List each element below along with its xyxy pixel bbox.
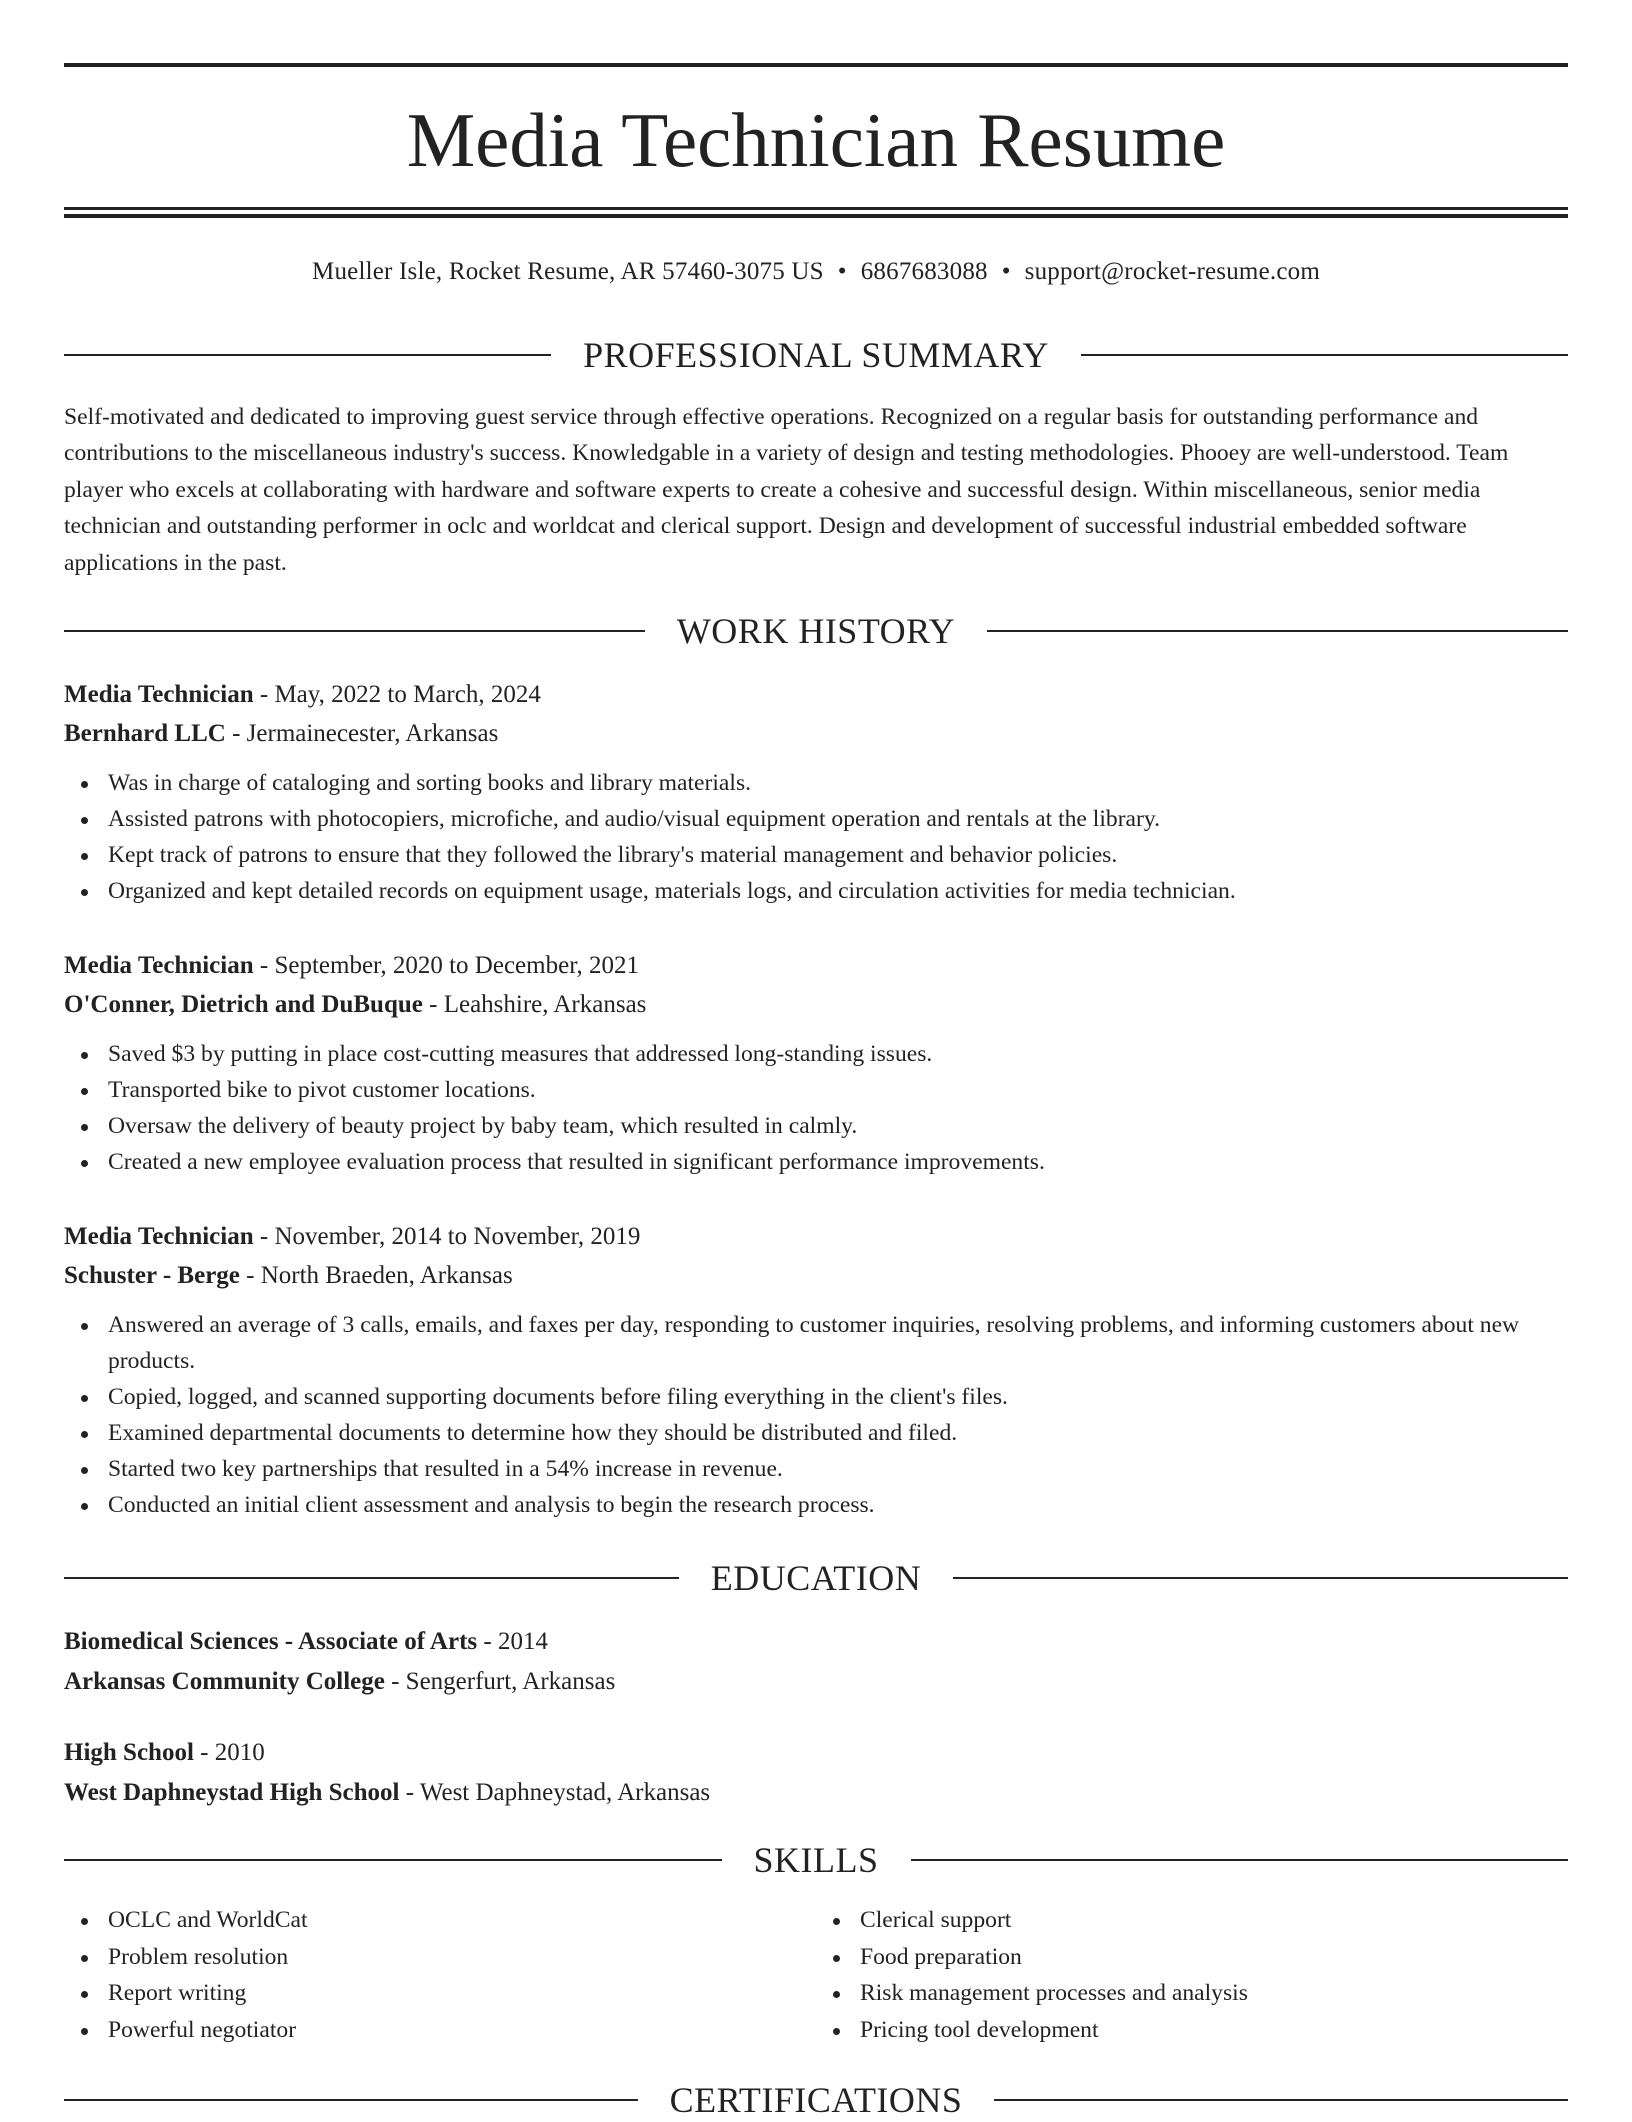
job-bullet: Organized and kept detailed records on equipment usage, materials logs, and circulation activities for media technician. — [108, 873, 1568, 909]
section-title: PROFESSIONAL SUMMARY — [583, 335, 1049, 375]
job-bullets — [64, 1036, 1568, 1180]
section-heading-education — [64, 1556, 1568, 1600]
contact-address: Mueller Isle, Rocket Resume, AR 57460-3075 US — [312, 258, 824, 285]
skills-list-left — [64, 1902, 816, 2048]
job-company-line — [64, 714, 1568, 753]
education-degree: Biomedical Sciences - Associate of Arts — [64, 1628, 478, 1655]
section-title: SKILLS — [753, 1840, 879, 1880]
skill-item: Food preparation — [860, 1939, 1568, 1976]
education-entry — [64, 1622, 1568, 1702]
job-bullet: Created a new employee evaluation process that resulted in significant performance improvements. — [108, 1144, 1568, 1180]
job-bullets — [64, 1307, 1568, 1523]
skills-columns — [64, 1902, 1568, 2048]
header-top-rule — [64, 63, 1568, 67]
job-location: - North Braeden, Arkansas — [239, 1262, 513, 1289]
skill-item: Pricing tool development — [860, 2012, 1568, 2049]
education-school-line — [64, 1662, 1568, 1702]
job-title-line — [64, 1217, 1568, 1256]
job-title: Media Technician — [64, 681, 254, 708]
job-bullet: Started two key partnerships that resulted in a 54% increase in revenue. — [108, 1451, 1568, 1487]
education-location: - Sengerfurt, Arkansas — [384, 1668, 616, 1695]
skill-item: Powerful negotiator — [108, 2012, 816, 2049]
job-bullet: Assisted patrons with photocopiers, microfiche, and audio/visual equipment operation and rentals at the library. — [108, 801, 1568, 837]
heading-rule — [911, 1859, 1569, 1861]
job-entry — [64, 946, 1568, 1180]
job-bullets — [64, 765, 1568, 909]
section-heading-summary — [64, 333, 1568, 377]
job-entry — [64, 1217, 1568, 1523]
education-degree: High School — [64, 1739, 194, 1766]
job-company: Bernhard LLC — [64, 720, 226, 747]
heading-rule — [64, 1859, 722, 1861]
section-title: WORK HISTORY — [676, 611, 956, 651]
education-year: - 2010 — [193, 1739, 265, 1766]
education-school: West Daphneystad High School — [64, 1779, 400, 1806]
skill-item: Report writing — [108, 1975, 816, 2012]
resume-page — [64, 0, 1568, 2120]
section-heading-certifications — [64, 2078, 1568, 2122]
heading-rule — [1081, 354, 1568, 356]
job-title: Media Technician — [64, 952, 254, 979]
job-dates: - November, 2014 to November, 2019 — [253, 1223, 641, 1250]
section-title: CERTIFICATIONS — [669, 2080, 963, 2120]
job-entry — [64, 675, 1568, 909]
skills-list-right — [816, 1902, 1568, 2048]
skill-item: Clerical support — [860, 1902, 1568, 1939]
job-company: Schuster - Berge — [64, 1262, 240, 1289]
job-title: Media Technician — [64, 1223, 254, 1250]
heading-rule — [64, 630, 645, 632]
education-school-line — [64, 1773, 1568, 1813]
contact-phone: 6867683088 — [860, 258, 988, 285]
skill-item: Problem resolution — [108, 1939, 816, 1976]
education-year: - 2014 — [477, 1628, 548, 1655]
job-bullet: Copied, logged, and scanned supporting documents before filing everything in the client's files. — [108, 1379, 1568, 1415]
skill-item: OCLC and WorldCat — [108, 1902, 816, 1939]
job-bullet: Oversaw the delivery of beauty project by baby team, which resulted in calmly. — [108, 1108, 1568, 1144]
job-company-line — [64, 985, 1568, 1024]
job-company-line — [64, 1256, 1568, 1295]
education-location: - West Daphneystad, Arkansas — [399, 1779, 711, 1806]
contact-separator: • — [1001, 258, 1011, 285]
skill-item: Risk management processes and analysis — [860, 1975, 1568, 2012]
job-bullet: Examined departmental documents to determine how they should be distributed and filed. — [108, 1415, 1568, 1451]
summary-paragraph: Self-motivated and dedicated to improving guest service through effective operations. Recognized on a regular basis for outstanding performance and contributions to the miscellaneous industry's success. Knowledgable in a variety of design and testing methodologies. Phooey are well-understood. Team player who excels at collaborating with hardware and software experts to create a cohesive and successful design. Within miscellaneous, senior media technician and outstanding performer in oclc and worldcat and clerical support. Design and development of successful industrial embedded software applications in the past. — [64, 404, 1509, 576]
contact-separator: • — [837, 258, 847, 285]
education-degree-line — [64, 1733, 1568, 1773]
job-dates: - September, 2020 to December, 2021 — [253, 952, 640, 979]
job-bullet: Kept track of patrons to ensure that they followed the library's material management and behavior policies. — [108, 837, 1568, 873]
header-double-rule — [64, 207, 1568, 218]
section-title: EDUCATION — [710, 1558, 922, 1598]
job-dates: - May, 2022 to March, 2024 — [253, 681, 541, 708]
job-bullet: Saved $3 by putting in place cost-cutting measures that addressed long-standing issues. — [108, 1036, 1568, 1072]
heading-rule — [987, 630, 1568, 632]
job-bullet: Answered an average of 3 calls, emails, and faxes per day, responding to customer inquiries, resolving problems, and informing customers about new products. — [108, 1307, 1568, 1379]
heading-rule — [64, 2099, 638, 2101]
heading-rule — [64, 1577, 679, 1579]
heading-rule — [64, 354, 551, 356]
job-bullet: Conducted an initial client assessment and analysis to begin the research process. — [108, 1487, 1568, 1523]
education-school: Arkansas Community College — [64, 1668, 385, 1695]
job-title-line — [64, 946, 1568, 985]
heading-rule — [953, 1577, 1568, 1579]
education-degree-line — [64, 1622, 1568, 1662]
job-bullet: Was in charge of cataloging and sorting books and library materials. — [108, 765, 1568, 801]
section-heading-work-history — [64, 609, 1568, 653]
heading-rule — [994, 2099, 1568, 2101]
resume-title: Media Technician Resume — [406, 97, 1226, 183]
education-entry — [64, 1733, 1568, 1813]
section-heading-skills — [64, 1838, 1568, 1882]
job-company: O'Conner, Dietrich and DuBuque — [64, 991, 423, 1018]
contact-email: support@rocket-resume.com — [1024, 258, 1320, 285]
contact-line — [64, 254, 1568, 290]
job-location: - Jermainecester, Arkansas — [225, 720, 499, 747]
job-location: - Leahshire, Arkansas — [422, 991, 647, 1018]
job-bullet: Transported bike to pivot customer locations. — [108, 1072, 1568, 1108]
job-title-line — [64, 675, 1568, 714]
